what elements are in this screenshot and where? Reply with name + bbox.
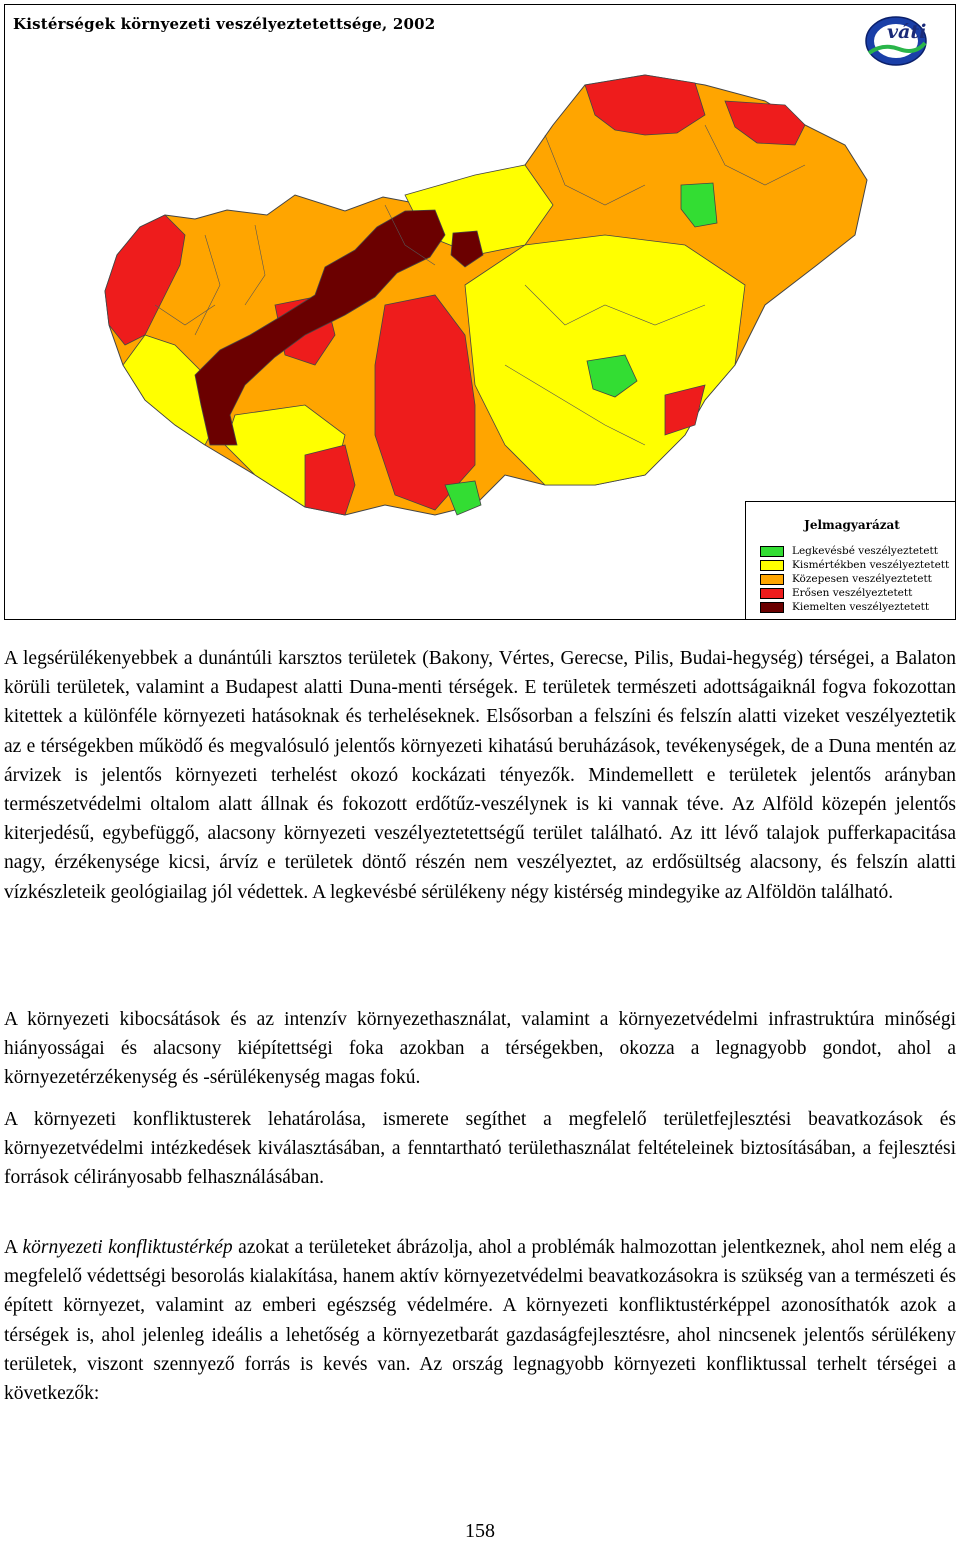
legend-label: Erősen veszélyeztetett [792, 587, 913, 599]
map-legend [745, 501, 956, 620]
legend-swatch [760, 602, 784, 613]
map-region-south-red [305, 445, 355, 515]
legend-label: Legkevésbé veszélyeztetett [792, 545, 938, 557]
legend-swatch [760, 588, 784, 599]
legend-swatch [760, 546, 784, 557]
paragraph-4-rest: azokat a területeket ábrázolja, ahol a problémák halmozottan jelentkeznek, ahol nem elég a megfelelő védettségi besorolás kialakítása, hanem aktív környezetvédelmi beavatkozásokra is szükség van a természeti és épített környezet, valamint az emberi egészség védelmére. A környezeti konfliktustérképpel azonosíthatók azok a térségek is, ahol jelenleg ideális a lehetőség a környezetbarát gazdaságfejlesztésre, ahol nincsenek jelentős sérülékeny területek, viszont szennyező forrás is kevés van. Az ország legnagyobb környezeti konfliktussal terhelt térségei a következők: [4, 1237, 956, 1405]
paragraph-3: A környezeti konfliktusterek lehatárolása, ismerete segíthet a megfelelő területfejlesztési beavatkozások és környezetvédelmi intézkedések kiválasztásában, a fenntartható területhasználat feltételeinek biztosításában, a fejlesztési források célirányosabb felhasználásában. [4, 1109, 956, 1189]
paragraph-4-emphasis: környezeti konfliktustérkép [22, 1237, 233, 1258]
legend-label: Kismértékben veszélyeztetett [792, 559, 950, 571]
map-figure [4, 4, 956, 620]
legend-swatch [760, 560, 784, 571]
legend-title: Jelmagyarázat [804, 518, 900, 532]
paragraph-1: A legsérülékenyebbek a dunántúli karsztos területek (Bakony, Vértes, Gerecse, Pilis, Budai-hegység) térségei, a Balaton körüli területek, valamint a Budapest alatti Duna-menti térségek. E területek természeti adottságaiknál fogva fokozottan kitettek a különféle környezeti hatásoknak és terheléseknek. Elsősorban a felszíni és felszín alatti vizeket veszélyeztetik az e térségekben működő és megvalósuló jelentős környezeti kihatású beruházások, tevékenységek, de a Duna mentén az árvizek is jelentős környezeti terhelést okozó kockázati tényezők. Mindemellett e területek jelentős arányban természetvédelmi oltalom alatt állnak és fokozott erdőtűz-veszélynek is ki vannak téve. Az Alföld közepén jelentős kiterjedésű, egybefüggő, alacsony környezeti veszélyeztetettségű terület található. Az itt lévő talajok pufferkapacitása nagy, érzékenysége kicsi, árvíz e területek döntő részén nem veszélyeztet, az erdősültség alacsony, és felszín alatti vízkészleteik geológiailag jól védettek. A legkevésbé sérülékeny négy kistérség mindegyike az Alföldön található. [4, 648, 956, 903]
paragraph-2: A környezeti kibocsátások és az intenzív környezethasználat, valamint a környezetvédelmi infrastruktúra minőségi hiányosságai és alacsony kiépítettségi foka azokban a térségekben, okozza a legnagyobb gondot, ahol a környezetérzékenység és -sérülékenység magas fokú. [4, 1009, 956, 1089]
legend-label: Kiemelten veszélyeztetett [792, 601, 930, 613]
logo-text: váti [887, 21, 927, 43]
vati-logo [863, 13, 929, 67]
paragraph-4-start: A [4, 1237, 23, 1258]
legend-swatch [760, 574, 784, 585]
map-title: Kistérségek környezeti veszélyeztetettsége, 2002 [13, 15, 436, 33]
paragraph-4 [4, 1233, 956, 1408]
page-number: 158 [465, 1520, 495, 1542]
legend-label: Közepesen veszélyeztetett [792, 573, 932, 585]
